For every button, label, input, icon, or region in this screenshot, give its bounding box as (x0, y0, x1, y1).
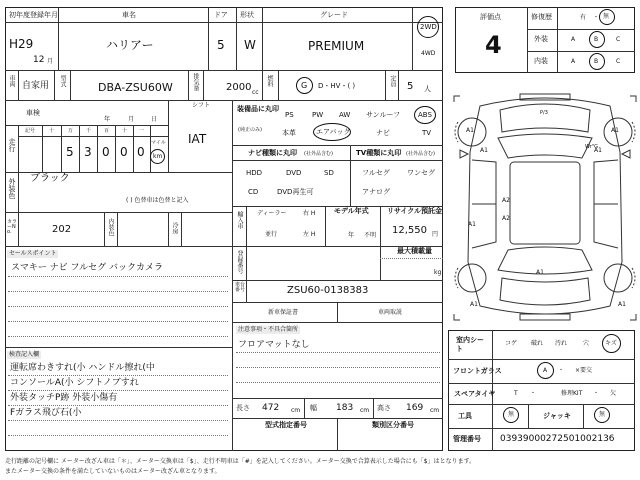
import-label: 輸入車 (236, 211, 243, 229)
length-unit: cm (291, 407, 301, 414)
interior-color-label: 内装色 (107, 218, 114, 236)
width-unit: cm (360, 407, 370, 414)
exterior-label: 外装 (534, 35, 548, 43)
doors: 5 (217, 38, 225, 52)
navi-cd: CD (248, 188, 259, 196)
mileage-unit-6: 一 (139, 128, 145, 134)
mark-a2-left-2: A2 (502, 215, 510, 222)
spare-missing: 欠 (610, 390, 617, 397)
color-no-value: 202 (52, 224, 72, 235)
displacement-label: 排気量 (192, 73, 199, 91)
front-glass-label: フロントガラス (453, 367, 502, 375)
front-glass-dot: ・ (558, 367, 565, 374)
repair-yes: 有 (580, 14, 587, 21)
inspector-report-label: 検査記入欄 (9, 351, 40, 358)
tv-sub: (社外品含む) (406, 151, 435, 157)
equipment-label: 装備品に丸印 (237, 105, 279, 113)
mark-a1-front-right-2: A1 (594, 147, 602, 154)
inspector-line-0: 運転席わきすれ(小 ハンドル擦れ(中 (10, 363, 155, 373)
seat-hole: 穴 (583, 340, 590, 347)
car-name-label: 車名 (122, 11, 136, 19)
interior-a: A (571, 58, 576, 65)
color-label: 外装色 (8, 178, 16, 199)
length-label: 長さ (236, 404, 250, 412)
shape: W (244, 38, 256, 52)
mileage-unit-0: 記号 (25, 128, 36, 134)
equip-leather: 本革 (282, 129, 296, 137)
front-glass-replace: ×要交 (575, 367, 593, 374)
tv-analog: アナログ (362, 188, 390, 196)
spare-tire-label: スペアタイヤ (454, 390, 496, 398)
tools-label: 工具 (458, 412, 472, 420)
reg-no-label: 登録番号 (236, 250, 243, 274)
equipment-sub: (純正のみ) (238, 127, 262, 133)
reg-year-label: 初年度登録年月 (9, 11, 58, 19)
tools-none: 無 (508, 411, 515, 418)
color-value: ブラック (30, 173, 70, 184)
mileage-mile: マイル (151, 140, 166, 146)
model-year-unknown: 不明 (364, 232, 377, 239)
inspector-line-3: Fガラス飛び石(小 (10, 408, 82, 418)
inspection-label: 車検 (26, 109, 40, 117)
equip-aw: AW (339, 111, 351, 119)
tv-oneseg: ワンセグ (407, 169, 435, 177)
exterior-c: C (616, 36, 621, 43)
mileage-digit-3: 0 (120, 145, 128, 159)
equip-sunroof: サンルーフ (366, 111, 401, 119)
mileage-unit-2: 万 (68, 128, 74, 134)
equip-navi: ナビ (376, 129, 390, 137)
seat-tear: 破れ (531, 340, 544, 347)
cc-unit: cc (252, 89, 259, 96)
navi-dvd: DVD (286, 169, 302, 177)
notes-label: 注意事項・不具合箇所 (238, 326, 299, 333)
drive-2wd: 2WD (420, 23, 437, 31)
spare-repair-kit: 修理KIT (561, 390, 583, 397)
import-parallel: 並行 (265, 231, 278, 238)
vehicle-use: 自家用 (22, 81, 50, 91)
sales-points-text: スマキー ナビ フルセグ バックカメラ (11, 263, 164, 273)
footer-line2: またメーター交換の条件を満たしていないものはメーター改ざん車となります。 (5, 468, 221, 475)
chassis-value: ZSU60-0138383 (287, 285, 369, 296)
mileage-digit-2: 0 (102, 145, 110, 159)
inspector-line-1: コンソールA(小 シフトノブすれ (10, 378, 139, 388)
mark-a1-rear-left-2: A1 (470, 301, 478, 308)
month-unit: 月 (47, 58, 54, 65)
recycle-value: 12,550 (392, 225, 427, 236)
equip-ps: PS (285, 111, 294, 119)
navi-sub: (社外品含む) (304, 151, 333, 157)
model-year-label: モデル年式 (334, 207, 369, 215)
class-label: 類別区分番号 (372, 421, 414, 429)
seat-scratch: キズ (605, 340, 617, 347)
spare-dot: ・ (530, 390, 537, 397)
mileage-digit-1: 3 (84, 145, 92, 159)
management-label: 管理番号 (453, 435, 481, 443)
management-value: 03939000272501002136 (500, 434, 615, 444)
mark-a2-left: A2 (502, 197, 510, 204)
jack-label: ジャッキ (543, 412, 571, 420)
designation-label: 型式指定番号 (265, 421, 307, 429)
vehicle-label: 車両 (8, 75, 15, 87)
mark-wrg: Wr"G (585, 144, 598, 150)
seat-label: 室内シート (456, 336, 484, 354)
spare-t: T (514, 390, 518, 397)
load-label: 最大積載量 (397, 247, 432, 255)
interior-c: C (616, 58, 621, 65)
shift-label: シフト (192, 102, 211, 109)
reg-year: H29 (9, 37, 34, 51)
interior-b: B (594, 58, 599, 65)
inspection-year: 年 (104, 116, 111, 123)
shift-value: IAT (188, 132, 207, 146)
tv-label: TV種類に丸印 (356, 149, 402, 157)
car-name: ハリアー (106, 38, 154, 52)
color-note: ( ) 色替車は色替と記入 (126, 197, 189, 204)
repair-none: 無 (603, 13, 610, 20)
mileage-unit-3: 千 (86, 128, 92, 134)
equip-abs: ABS (418, 111, 432, 119)
capacity-unit: 人 (424, 85, 431, 93)
repair-label: 修復歴 (531, 13, 552, 21)
equip-pw: PW (312, 111, 324, 119)
notes-value: フロアマットなし (238, 340, 310, 350)
mark-a1-front-left: A1 (466, 127, 474, 134)
model-label: 型式 (59, 75, 66, 87)
seat-burn: コゲ (505, 340, 518, 347)
grade: PREMIUM (308, 39, 365, 53)
mark-a1-front-left-2: A1 (480, 147, 488, 154)
footer-line1: 走行距離の記号欄に メーター改ざん車は「＊」、メーター交換車は「$」、走行不明車は「#」を記入してください。メーター交換で合算表示した場合にも「$」はとなります。 (5, 458, 476, 465)
score-label: 評価点 (480, 13, 501, 21)
mileage-unit-4: 百 (104, 128, 110, 134)
vehicle-manual: 車両取説 (378, 309, 403, 316)
height-unit: cm (430, 407, 440, 414)
spare-dot2: ・ (593, 390, 600, 397)
equip-airbag: エアバック (316, 128, 351, 136)
jack-none: 無 (599, 411, 606, 418)
navi-sd: SD (324, 169, 334, 177)
new-warranty: 新車保証書 (268, 309, 299, 316)
navi-hdd: HDD (246, 169, 263, 177)
score-value: 4 (485, 31, 502, 59)
model-year-year: 年 (348, 232, 355, 239)
tv-fullseg: フルセグ (362, 169, 390, 177)
inspector-line-2: 外装タッチP跡 外装小傷有 (10, 393, 118, 403)
length-value: 472 (262, 403, 280, 413)
model: DBA-ZSU60W (98, 81, 173, 94)
mileage-label: 走行 (8, 138, 16, 152)
height-value: 169 (406, 403, 424, 413)
mark-a1-rear-left: A1 (468, 221, 476, 228)
import-left: 左 H (303, 231, 316, 238)
door-label: ドア (214, 11, 228, 19)
color-no-label: カラーNo. (7, 219, 18, 235)
mileage-digit-4: 0 (137, 145, 145, 159)
inspection-month: 月 (128, 116, 135, 123)
mileage-digit-0: 5 (66, 145, 74, 159)
mark-a1-rear-mid: A1 (536, 269, 544, 276)
width-label: 幅 (310, 404, 317, 412)
exterior-b: B (594, 36, 599, 43)
mark-a1-rear-right: A1 (618, 301, 626, 308)
fuel-options: D・HV・( ) (318, 82, 356, 90)
navi-dvd-play: DVD再生可 (277, 188, 314, 196)
sales-points-label: セールスポイント (9, 250, 57, 257)
interior-label: 内装 (534, 57, 548, 65)
exterior-a: A (571, 36, 576, 43)
navi-label: ナビ種類に丸印 (248, 149, 297, 157)
width-value: 183 (336, 403, 354, 413)
capacity: 5 (407, 81, 414, 92)
chassis-label: 車台番号 (235, 282, 246, 293)
front-glass-a: A (543, 367, 548, 374)
mileage-km: km (153, 153, 163, 160)
repair-dot: ・ (593, 14, 600, 21)
mark-a1-front-right: A1 (611, 127, 619, 134)
mark-p3: P/3 (540, 110, 548, 116)
capacity-label: 定員 (389, 75, 396, 87)
mileage-unit-1: 十 (49, 128, 55, 134)
drive-4wd: 4WD (421, 50, 436, 57)
displacement: 2000 (226, 82, 252, 93)
import-dealer: ディーラー (257, 210, 287, 217)
mileage-unit-5: 十 (122, 128, 128, 134)
fuel-label: 燃料 (266, 75, 273, 87)
grade-label: グレード (320, 11, 348, 19)
shape-label: 形状 (240, 11, 254, 19)
load-unit: kg (434, 269, 442, 276)
recycle-label: リサイクル預託金 (387, 207, 443, 215)
height-label: 高さ (377, 404, 391, 412)
reg-month: 12 (33, 55, 45, 65)
recycle-unit: 円 (432, 231, 439, 238)
import-right: 右 H (303, 210, 316, 217)
inspection-day: 日 (151, 116, 158, 123)
fuel-g: G (301, 81, 308, 90)
ac-label: 冷房 (171, 222, 178, 234)
seat-stain: 汚れ (555, 340, 568, 347)
equip-tv: TV (422, 129, 432, 137)
